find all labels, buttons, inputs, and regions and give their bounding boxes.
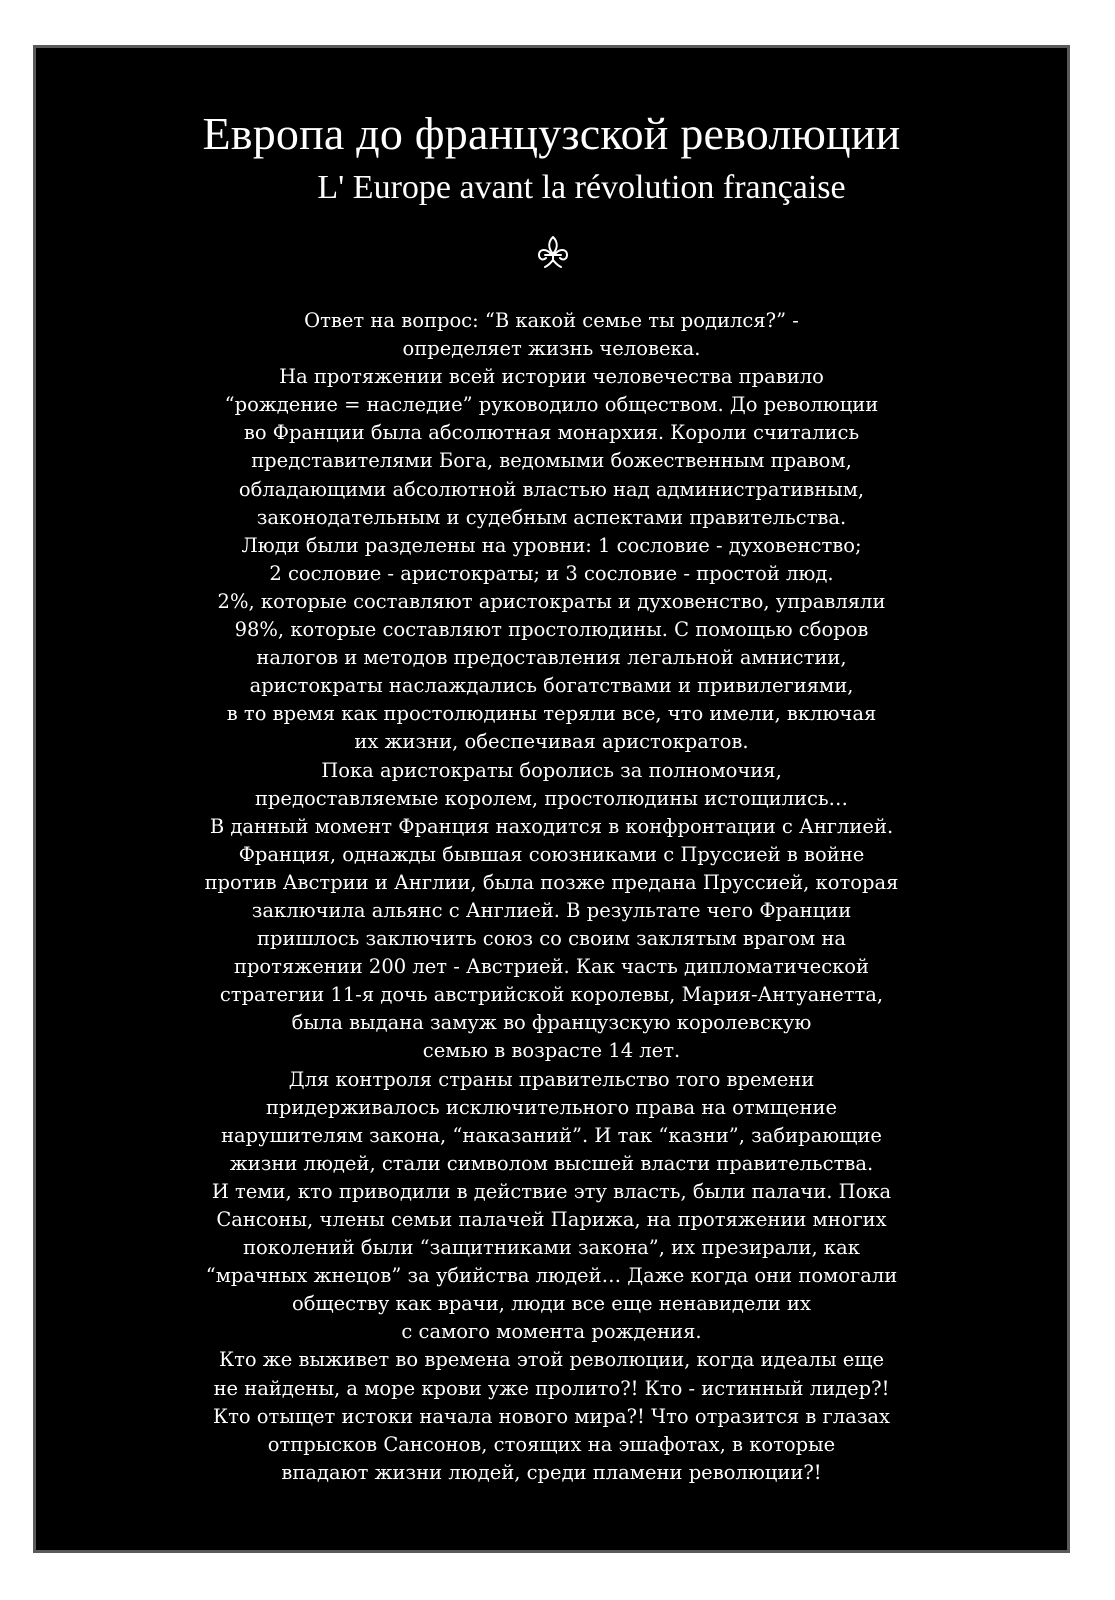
- page-title: Европа до французской революции: [202, 108, 901, 159]
- body-line: определяет жизнь человека.: [402, 337, 701, 361]
- body-line: протяжении 200 лет - Австрией. Как часть дипломатической: [233, 955, 870, 979]
- body-line: представителями Бога, ведомыми божественным правом,: [251, 449, 852, 473]
- body-line: в то время как простолюдины теряли все, что имели, включая: [226, 702, 877, 726]
- page-panel: [36, 48, 1067, 1550]
- body-line: не найдены, а море крови уже пролито?! Кто - истинный лидер?!: [213, 1376, 890, 1400]
- body-line: во Франции была абсолютная монархия. Короли считались: [243, 421, 860, 445]
- body-line: Сансоны, члены семьи палачей Парижа, на протяжении многих: [216, 1208, 887, 1231]
- body-line: И теми, кто приводили в действие эту власть, были палачи. Пока: [211, 1179, 892, 1203]
- page-subtitle: L' Europe avant la révolution française: [317, 169, 846, 206]
- body-line: придерживалось исключительного права на отмщение: [265, 1095, 838, 1119]
- body-line: отпрысков Сансонов, стоящих на эшафотах, в которые: [267, 1432, 836, 1456]
- body-line: обладающими абсолютной властью над административным,: [238, 477, 865, 501]
- body-line: В данный момент Франция находится в конфронтации с Англией.: [209, 814, 894, 838]
- body-line: пришлось заключить союз со своим заклятым врагом на: [257, 927, 846, 951]
- body-line: Кто отыщет истоки начала нового мира?! Что отразится в глазах: [212, 1404, 890, 1428]
- body-line: Пока аристократы боролись за полномочия,: [321, 758, 782, 782]
- body-line: 2%, которые составляют аристократы и духовенство, управляли: [217, 589, 886, 613]
- body-line: заключила альянс с Англией. В результате чего Франции: [251, 898, 852, 922]
- body-line: обществу как врачи, люди все еще ненавидели их: [292, 1292, 811, 1316]
- body-line: нарушителям закона, “наказаний”. И так “казни”, забирающие: [221, 1123, 882, 1147]
- body-line: “рождение = наследие” руководило обществом. До революции: [224, 393, 879, 417]
- body-line: Франция, однажды бывшая союзниками с Пруссией в войне: [238, 842, 865, 866]
- body-line: 2 сословие - аристократы; и 3 сословие - простой люд.: [269, 561, 834, 585]
- body-line: предоставляемые королем, простолюдины истощились…: [254, 786, 849, 810]
- body-line: была выдана замуж во французскую королевскую: [291, 1011, 812, 1035]
- body-line: законодательным и судебным аспектами правительства.: [256, 505, 847, 529]
- body-line: с самого момента рождения.: [401, 1320, 702, 1344]
- body-line: Люди были разделены на уровни: 1 сословие - духовенство;: [241, 533, 862, 557]
- body-line: “мрачных жнецов” за убийства людей… Даже когда они помогали: [205, 1264, 898, 1288]
- fleur-de-lis-icon: [536, 234, 570, 270]
- body-line: стратегии 11-я дочь австрийской королевы, Мария-Антуанетта,: [219, 983, 884, 1007]
- body-line: жизни людей, стали символом высшей власти правительства.: [229, 1151, 874, 1175]
- body-line: против Австрии и Англии, была позже предана Пруссией, которая: [204, 870, 899, 894]
- body-line: Ответ на вопрос: “В какой семье ты родился?” -: [304, 309, 799, 332]
- body-line: семью в возрасте 14 лет.: [422, 1039, 681, 1063]
- body-line: их жизни, обеспечивая аристократов.: [354, 730, 749, 754]
- body-line: На протяжении всей истории человечества правило: [279, 365, 824, 389]
- body-line: Для контроля страны правительство того времени: [288, 1067, 815, 1091]
- body-line: 98%, которые составляют простолюдины. С помощью сборов: [234, 618, 869, 642]
- body-line: поколений были “защитниками закона”, их презирали, как: [243, 1236, 860, 1260]
- body-line: аристократы наслаждались богатствами и привилегиями,: [249, 674, 854, 698]
- body-line: Кто же выживет во времена этой революции, когда идеалы еще: [218, 1348, 885, 1372]
- body-paragraph: [36, 307, 1067, 1487]
- body-line: впадают жизни людей, среди пламени революции?!: [281, 1460, 822, 1484]
- body-line: налогов и методов предоставления легальной амнистии,: [256, 646, 847, 670]
